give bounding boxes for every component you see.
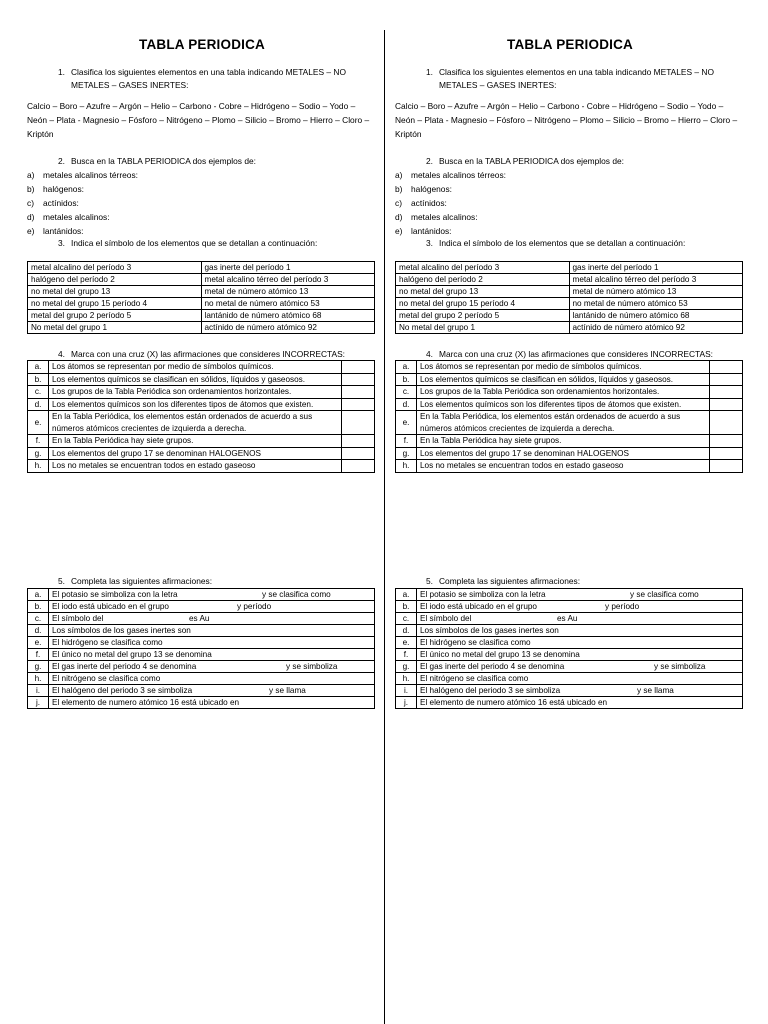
table-row: j. El elemento de numero atómico 16 está ubicado en <box>396 697 743 709</box>
table-row: No metal del grupo 1 actínido de número atómico 92 <box>396 322 743 334</box>
mark-cell[interactable] <box>342 398 375 411</box>
table-row: c. Los grupos de la Tabla Periódica son ordenamientos horizontales. <box>396 386 743 399</box>
table-row: no metal del grupo 13 metal de número atómico 13 <box>396 286 743 298</box>
table-row: d. Los símbolos de los gases inertes son <box>396 625 743 637</box>
symbols-table <box>27 261 375 334</box>
table-row: g. El gas inerte del periodo 4 se denomina y se simboliza <box>396 661 743 673</box>
table-row: e. El hidrógeno se clasifica como <box>28 637 375 649</box>
question-text: Clasifica los siguientes elementos en una tabla indicando METALES – NO METALES – GASES INERTES: <box>71 67 346 90</box>
complete-statements-table <box>27 588 375 709</box>
question-number: 1. <box>426 67 433 77</box>
mark-cell[interactable] <box>342 435 375 448</box>
table-row: c. El símbolo del es Au <box>28 613 375 625</box>
list-item: e) lantánidos: <box>27 225 84 236</box>
elements-list: Calcio – Boro – Azufre – Argón – Helio – Carbono - Cobre – Hidrógeno – Sodio – Yodo – Neón – Plata - Magnesio – Fósforo – Nitrógeno – Plomo – Silicio – Bromo – Hierro – Cloro – Kriptón <box>27 101 370 139</box>
mark-cell[interactable] <box>342 447 375 460</box>
table-row: i. El halógeno del periodo 3 se simboliza y se llama <box>28 685 375 697</box>
complete-statements-table <box>395 588 743 709</box>
table-row: a. El potasio se simboliza con la letra y se clasifica como <box>28 589 375 601</box>
question-number: 4. <box>426 349 433 359</box>
list-item: b) halógenos: <box>27 183 84 194</box>
mark-cell[interactable] <box>710 411 743 435</box>
page-divider <box>384 30 385 1024</box>
table-row: f. El único no metal del grupo 13 se denomina <box>28 649 375 661</box>
table-row: halógeno del período 2 metal alcalino térreo del período 3 <box>396 274 743 286</box>
question-4 <box>395 348 745 361</box>
table-row: h. Los no metales se encuentran todos en estado gaseoso <box>396 460 743 473</box>
list-item: c) actínidos: <box>27 197 79 208</box>
question-number: 1. <box>58 67 65 77</box>
table-row: a. Los átomos se representan por medio de símbolos químicos. <box>28 361 375 374</box>
question-5 <box>27 575 377 588</box>
table-row: e. En la Tabla Periódica, los elementos están ordenados de acuerdo a sus números atómicos crecientes de izquierda a derecha. <box>396 411 743 435</box>
table-row: h. El nitrógeno se clasifica como <box>396 673 743 685</box>
table-row: no metal del grupo 13 metal de número atómico 13 <box>28 286 375 298</box>
mark-cell[interactable] <box>710 373 743 386</box>
question-number: 5. <box>58 576 65 586</box>
question-number: 3. <box>58 238 65 248</box>
question-text: Marca con una cruz (X) las afirmaciones que consideres INCORRECTAS: <box>71 349 345 359</box>
table-row: d. Los elementos químicos son los diferentes tipos de átomos que existen. <box>28 398 375 411</box>
page-title: TABLA PERIODICA <box>139 37 265 52</box>
table-row: a. Los átomos se representan por medio de símbolos químicos. <box>396 361 743 374</box>
table-row: e. El hidrógeno se clasifica como <box>396 637 743 649</box>
symbols-table <box>395 261 743 334</box>
question-text: Completa las siguientes afirmaciones: <box>439 576 581 586</box>
question-text: Marca con una cruz (X) las afirmaciones que consideres INCORRECTAS: <box>439 349 713 359</box>
question-4 <box>27 348 377 361</box>
table-row: d. Los elementos químicos son los diferentes tipos de átomos que existen. <box>396 398 743 411</box>
question-3 <box>395 237 745 250</box>
question-2 <box>395 155 745 238</box>
table-row: f. En la Tabla Periódica hay siete grupos. <box>396 435 743 448</box>
question-text: Busca en la TABLA PERIODICA dos ejemplos de: <box>71 156 256 166</box>
table-row: c. El símbolo del es Au <box>396 613 743 625</box>
question-number: 3. <box>426 238 433 248</box>
question-1 <box>27 66 377 91</box>
mark-cell[interactable] <box>710 361 743 374</box>
question-2 <box>27 155 377 238</box>
list-item: a) metales alcalinos térreos: <box>395 169 506 180</box>
incorrect-statements-table <box>27 360 375 473</box>
table-row: h. El nitrógeno se clasifica como <box>28 673 375 685</box>
table-row: no metal del grupo 15 período 4 no metal de número atómico 53 <box>396 298 743 310</box>
table-row: g. Los elementos del grupo 17 se denominan HALOGENOS <box>28 447 375 460</box>
table-row: metal del grupo 2 período 5 lantánido de número atómico 68 <box>396 310 743 322</box>
table-row: b. El iodo está ubicado en el grupo y período <box>396 601 743 613</box>
mark-cell[interactable] <box>710 460 743 473</box>
table-row: d. Los símbolos de los gases inertes son <box>28 625 375 637</box>
list-item: e) lantánidos: <box>395 225 452 236</box>
mark-cell[interactable] <box>342 386 375 399</box>
table-row: g. El gas inerte del periodo 4 se denomina y se simboliza <box>28 661 375 673</box>
question-text: Clasifica los siguientes elementos en una tabla indicando METALES – NO METALES – GASES INERTES: <box>439 67 714 90</box>
table-row: b. Los elementos químicos se clasifican en sólidos, líquidos y gaseosos. <box>28 373 375 386</box>
question-5 <box>395 575 745 588</box>
list-item: d) metales alcalinos: <box>27 211 110 222</box>
elements-list: Calcio – Boro – Azufre – Argón – Helio – Carbono - Cobre – Hidrógeno – Sodio – Yodo – Neón – Plata - Magnesio – Fósforo – Nitrógeno – Plomo – Silicio – Bromo – Hierro – Cloro – Kriptón <box>395 101 738 139</box>
table-row: f. El único no metal del grupo 13 se denomina <box>396 649 743 661</box>
page-title: TABLA PERIODICA <box>507 37 633 52</box>
question-text: Indica el símbolo de los elementos que se detallan a continuación: <box>439 238 686 248</box>
table-row: No metal del grupo 1 actínido de número atómico 92 <box>28 322 375 334</box>
mark-cell[interactable] <box>342 361 375 374</box>
list-item: c) actínidos: <box>395 197 447 208</box>
question-1 <box>395 66 745 91</box>
question-text: Indica el símbolo de los elementos que se detallan a continuación: <box>71 238 318 248</box>
question-number: 2. <box>426 156 433 166</box>
list-item: d) metales alcalinos: <box>395 211 478 222</box>
mark-cell[interactable] <box>710 447 743 460</box>
mark-cell[interactable] <box>342 373 375 386</box>
table-row: e. En la Tabla Periódica, los elementos están ordenados de acuerdo a sus números atómicos crecientes de izquierda a derecha. <box>28 411 375 435</box>
question-text: Busca en la TABLA PERIODICA dos ejemplos de: <box>439 156 624 166</box>
mark-cell[interactable] <box>342 460 375 473</box>
incorrect-statements-table <box>395 360 743 473</box>
mark-cell[interactable] <box>710 398 743 411</box>
list-item: a) metales alcalinos térreos: <box>27 169 138 180</box>
table-row: b. El iodo está ubicado en el grupo y período <box>28 601 375 613</box>
table-row: a. El potasio se simboliza con la letra y se clasifica como <box>396 589 743 601</box>
mark-cell[interactable] <box>710 386 743 399</box>
table-row: halógeno del período 2 metal alcalino térreo del período 3 <box>28 274 375 286</box>
question-number: 4. <box>58 349 65 359</box>
table-row: metal del grupo 2 período 5 lantánido de número atómico 68 <box>28 310 375 322</box>
question-number: 5. <box>426 576 433 586</box>
question-number: 2. <box>58 156 65 166</box>
question-text: Completa las siguientes afirmaciones: <box>71 576 213 586</box>
question-3 <box>27 237 377 250</box>
table-row: metal alcalino del período 3 gas inerte del período 1 <box>28 262 375 274</box>
mark-cell[interactable] <box>342 411 375 435</box>
table-row: metal alcalino del período 3 gas inerte del período 1 <box>396 262 743 274</box>
list-item: b) halógenos: <box>395 183 452 194</box>
table-row: i. El halógeno del periodo 3 se simboliza y se llama <box>396 685 743 697</box>
table-row: b. Los elementos químicos se clasifican en sólidos, líquidos y gaseosos. <box>396 373 743 386</box>
table-row: j. El elemento de numero atómico 16 está ubicado en <box>28 697 375 709</box>
table-row: h. Los no metales se encuentran todos en estado gaseoso <box>28 460 375 473</box>
mark-cell[interactable] <box>710 435 743 448</box>
table-row: c. Los grupos de la Tabla Periódica son ordenamientos horizontales. <box>28 386 375 399</box>
table-row: no metal del grupo 15 período 4 no metal de número atómico 53 <box>28 298 375 310</box>
table-row: g. Los elementos del grupo 17 se denominan HALOGENOS <box>396 447 743 460</box>
table-row: f. En la Tabla Periódica hay siete grupos. <box>28 435 375 448</box>
